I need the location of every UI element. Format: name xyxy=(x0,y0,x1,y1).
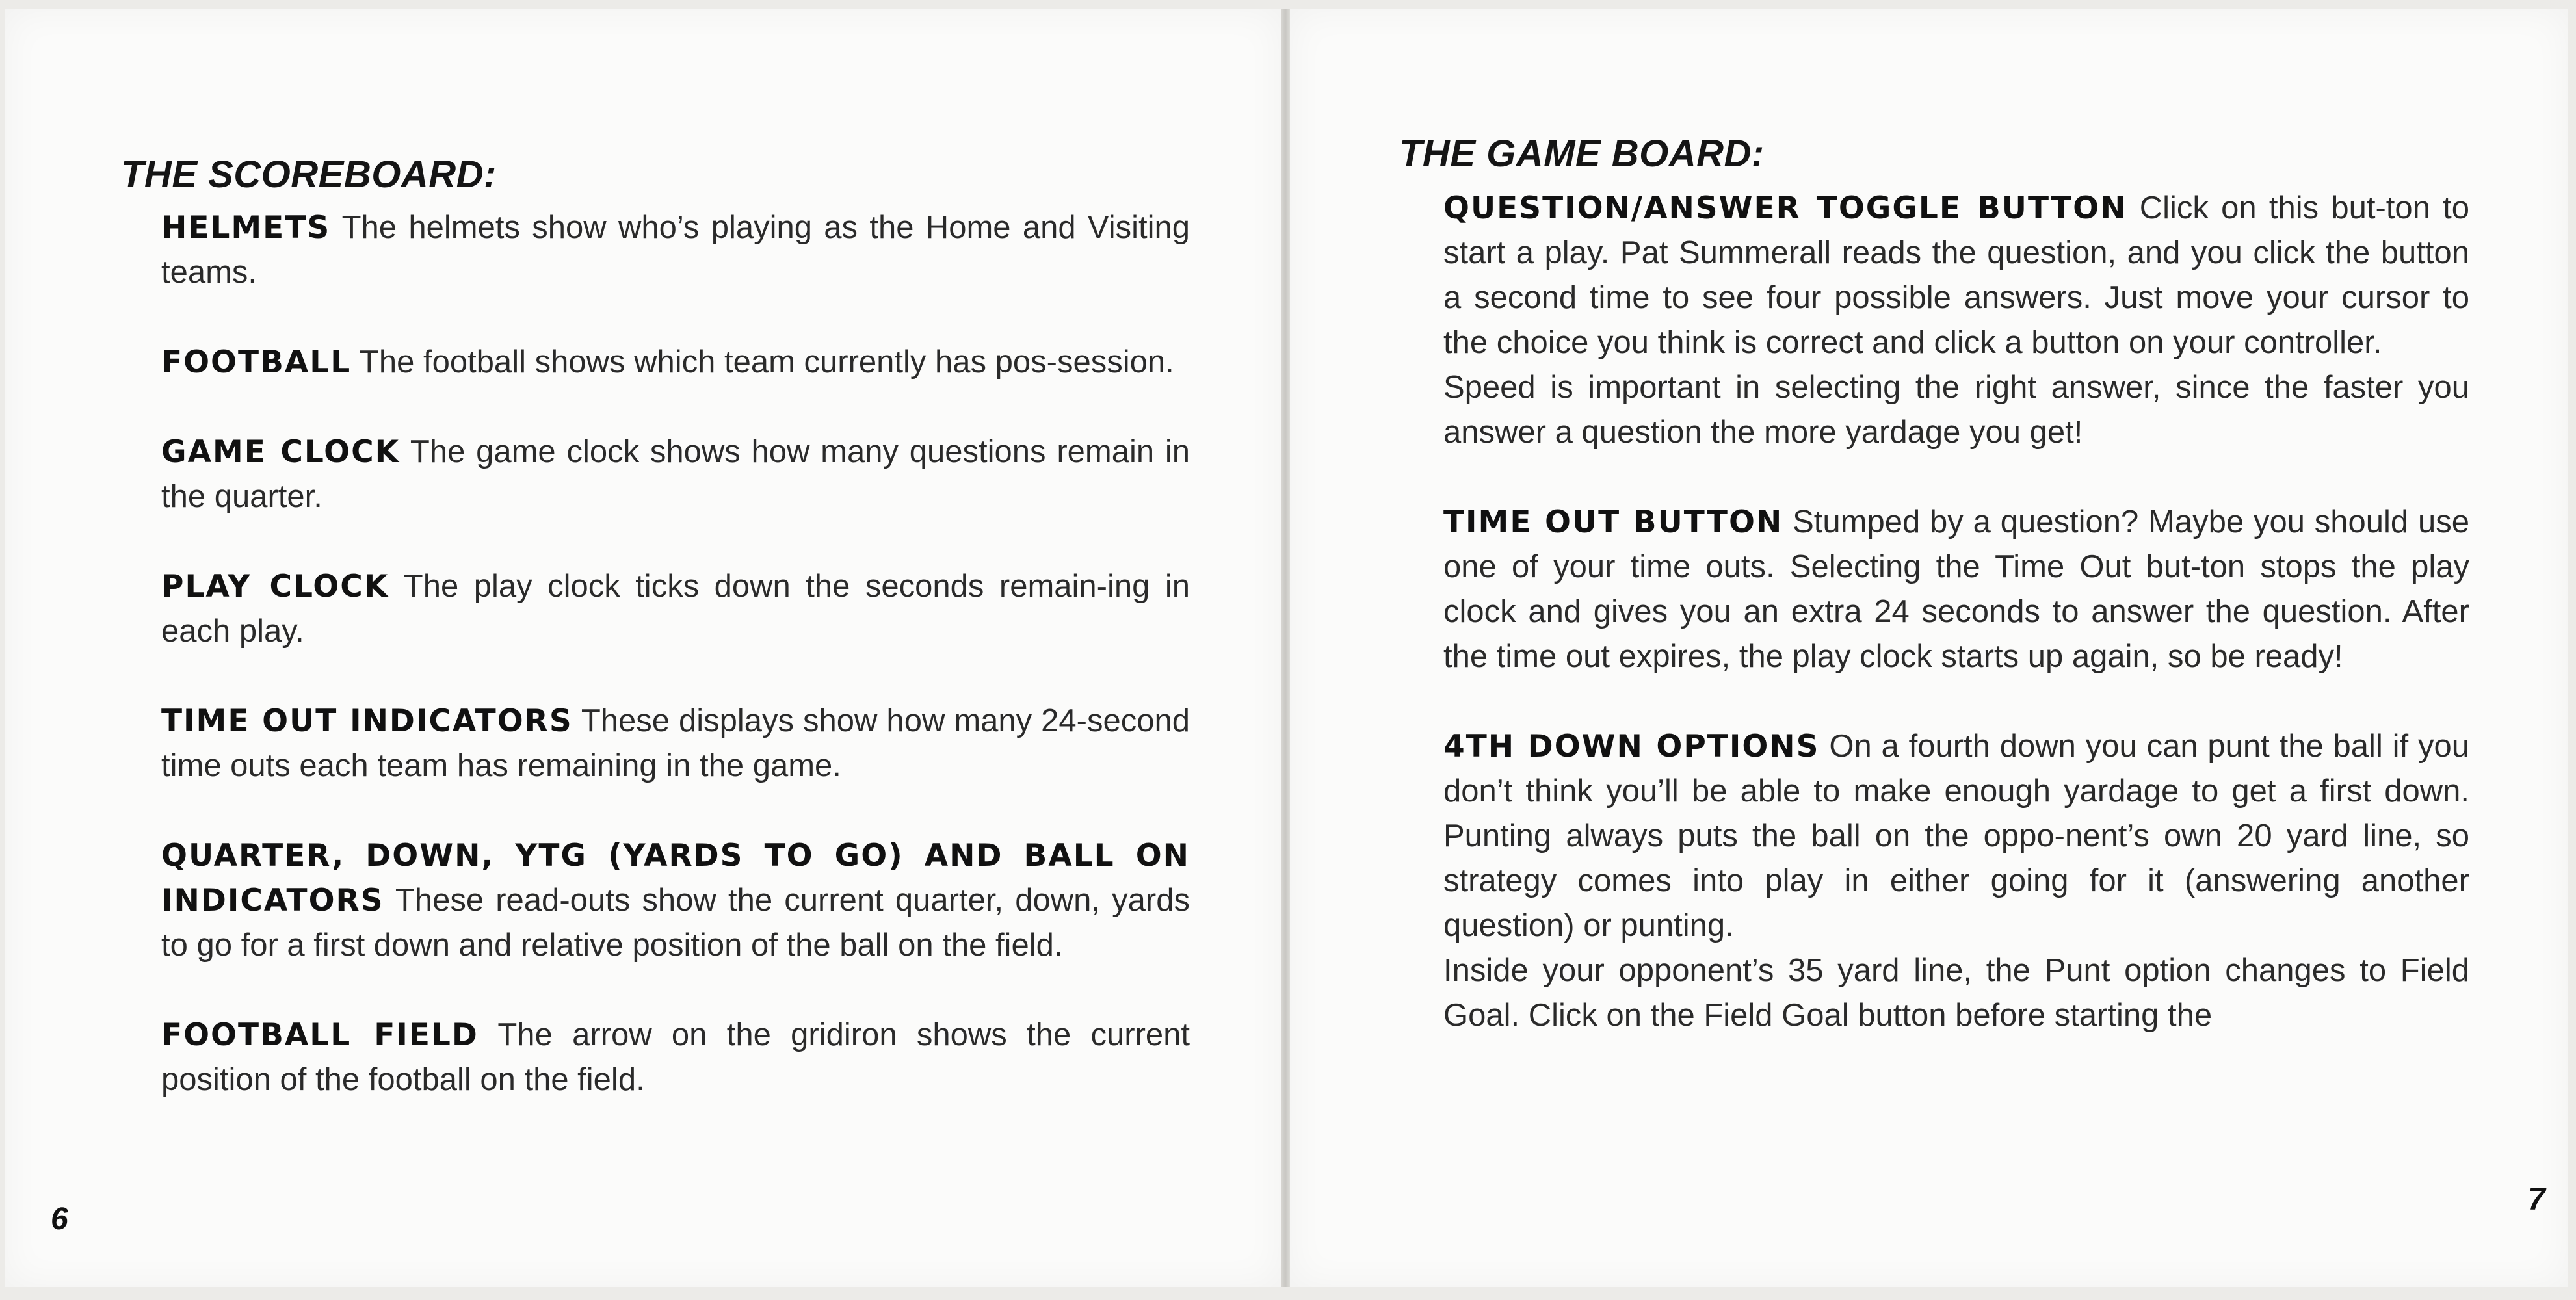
term-4th-down-options: 4TH DOWN OPTIONS xyxy=(1443,729,1820,764)
section-helmets xyxy=(161,205,1190,295)
section-football xyxy=(161,340,1190,385)
desc-qa-toggle-button-extra: Speed is important in selecting the right answer, since the faster you answer a question the more yardage you get! xyxy=(1443,370,2469,450)
desc-4th-down-options-extra: Inside your opponent’s 35 yard line, the Punt option changes to Field Goal. Click on the Field Goal button before starting the xyxy=(1443,953,2469,1033)
section-football-field xyxy=(161,1013,1190,1102)
desc-helmets: The helmets show who’s playing as the Home and Visiting teams. xyxy=(161,210,1190,290)
desc-play-clock: The play clock ticks down the seconds remain-ing in each play. xyxy=(161,569,1190,649)
section-play-clock xyxy=(161,564,1190,654)
term-qa-toggle-button: QUESTION/ANSWER TOGGLE BUTTON xyxy=(1443,190,2127,226)
section-time-out-button xyxy=(1443,500,2469,679)
term-helmets: HELMETS xyxy=(161,210,331,246)
section-qa-toggle-button xyxy=(1443,186,2469,455)
right-page xyxy=(1290,9,2568,1287)
desc-football: The football shows which team currently has pos-session. xyxy=(359,344,1174,380)
left-page xyxy=(5,9,1281,1287)
left-content-column xyxy=(161,205,1190,1147)
page-title-game-board: THE GAME BOARD: xyxy=(1399,133,1765,175)
book-spine xyxy=(1281,9,1290,1287)
term-football-field: FOOTBALL FIELD xyxy=(161,1017,479,1053)
desc-4th-down-options: On a fourth down you can punt the ball if you don’t think you’ll be able to make enough yardage to get a first down. Punting always puts the ball on the oppo-nent’s own 20 yard line, so strategy comes into play in either going for it (answering another question) or punting. xyxy=(1443,729,2469,943)
term-football: FOOTBALL xyxy=(161,344,352,380)
term-play-clock: PLAY CLOCK xyxy=(161,569,389,604)
section-4th-down-options xyxy=(1443,724,2469,1038)
term-game-clock: GAME CLOCK xyxy=(161,434,400,470)
section-game-clock xyxy=(161,430,1190,519)
section-quarter-down-ytg xyxy=(161,833,1190,968)
desc-time-out-indicators: These displays show how many 24-second time outs each team has remaining in the game. xyxy=(161,703,1190,783)
section-time-out-indicators xyxy=(161,699,1190,788)
right-content-column xyxy=(1443,186,2469,1083)
desc-game-clock: The game clock shows how many questions remain in the quarter. xyxy=(161,434,1190,514)
desc-time-out-button: Stumped by a question? Maybe you should use one of your time outs. Selecting the Time Out but-ton stops the play clock and gives you an extra 24 seconds to answer the question. After the time out expires, the play clock starts up again, so be ready! xyxy=(1443,504,2470,674)
term-time-out-button: TIME OUT BUTTON xyxy=(1443,504,1783,540)
desc-football-field: The arrow on the gridiron shows the current position of the football on the field. xyxy=(161,1017,1190,1097)
term-time-out-indicators: TIME OUT INDICATORS xyxy=(161,703,573,739)
page-number-left: 6 xyxy=(51,1202,68,1236)
desc-qa-toggle-button: Click on this but-ton to start a play. Pat Summerall reads the question, and you click the button a second time to see four possible answers. Just move your cursor to the choice you think is correct and click a button on your controller. xyxy=(1443,190,2469,360)
page-title-scoreboard: THE SCOREBOARD: xyxy=(121,153,497,196)
term-quarter-down-ytg: QUARTER, DOWN, YTG (YARDS TO GO) AND BALL ON INDICATORS xyxy=(161,838,1190,918)
desc-quarter-down-ytg: These read-outs show the current quarter, down, yards to go for a first down and relative position of the ball on the field. xyxy=(161,883,1190,963)
page-number-right: 7 xyxy=(2528,1182,2545,1217)
